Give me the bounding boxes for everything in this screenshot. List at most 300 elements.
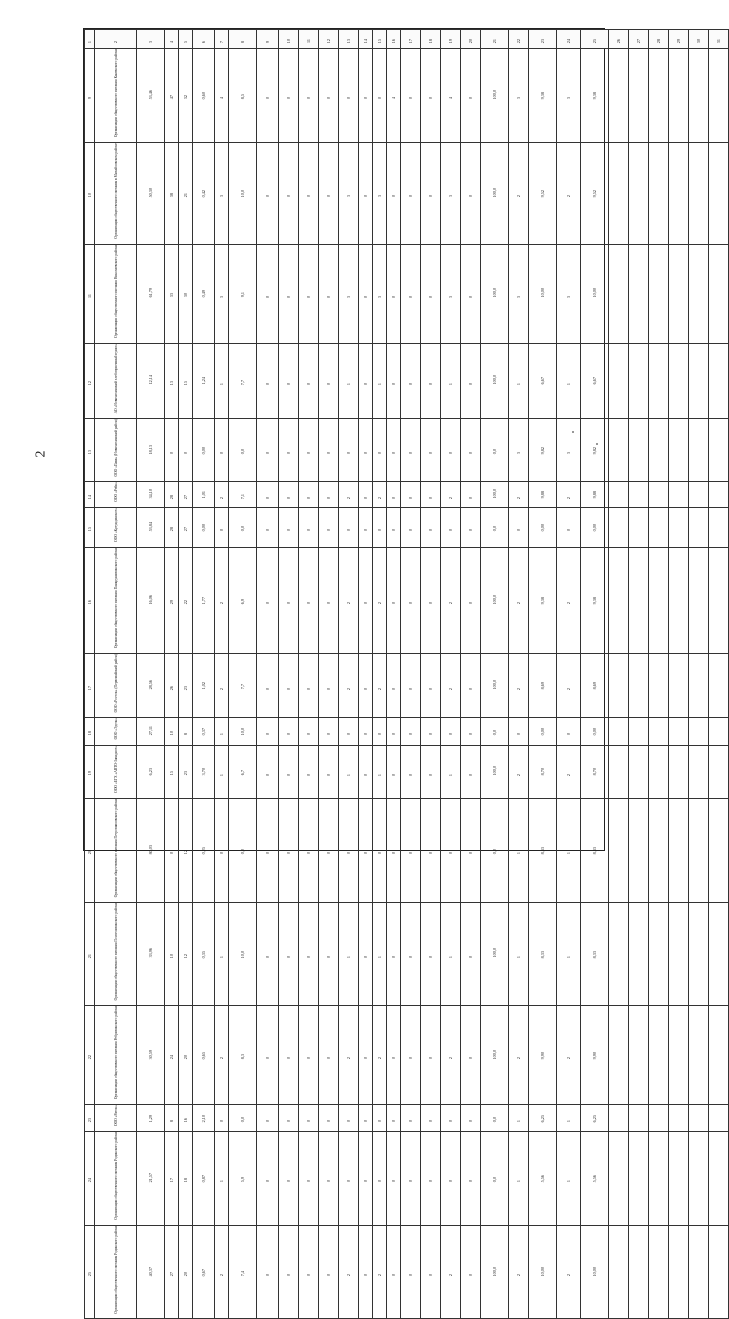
value-cell	[629, 547, 649, 653]
column-number: 7	[218, 40, 224, 43]
cell-value: 0,35	[200, 950, 206, 958]
value-cell	[401, 143, 421, 245]
value-cell	[649, 508, 669, 548]
cell-value: 3	[345, 195, 351, 198]
value-cell	[339, 745, 359, 798]
cell-value: 0	[467, 955, 473, 958]
cell-value: 2	[565, 1057, 571, 1060]
value-cell	[669, 1006, 689, 1105]
cell-value: 34,10	[147, 489, 153, 499]
cell-value: 26	[168, 685, 174, 690]
value-cell	[481, 482, 509, 508]
cell-value: 0	[362, 195, 368, 198]
cell-value: 21	[86, 953, 92, 958]
cell-value: 0	[467, 602, 473, 605]
value-cell	[461, 1132, 481, 1226]
value-cell	[461, 143, 481, 245]
cell-value: 100,0	[491, 375, 497, 385]
organization-name: Организации общественного питания Ребрихинского района	[113, 1006, 118, 1100]
column-number: 29	[675, 38, 681, 43]
cell-value: 0	[285, 382, 291, 385]
organization-name: АО «Новичихинский хлебоприемный пункт»	[113, 343, 118, 413]
value-cell	[609, 798, 629, 902]
value-cell	[179, 798, 193, 902]
value-cell	[319, 1132, 339, 1226]
cell-value: 0	[264, 1274, 270, 1277]
value-cell	[689, 718, 709, 745]
cell-value: 2	[376, 1274, 382, 1277]
value-cell	[179, 244, 193, 343]
cell-value: 1,24	[200, 377, 206, 385]
table-row	[85, 244, 729, 343]
value-cell	[339, 1006, 359, 1105]
column-number-cell	[85, 30, 95, 49]
cell-value: 0	[407, 1120, 413, 1123]
value-cell	[339, 654, 359, 718]
cell-value: 0,00	[539, 524, 545, 532]
value-cell	[689, 1105, 709, 1132]
cell-value: 0	[447, 452, 453, 455]
cell-value: 1	[345, 773, 351, 776]
value-cell	[709, 745, 729, 798]
organization-name-cell	[95, 1132, 137, 1226]
column-number-cell	[609, 30, 629, 49]
cell-value: 0	[264, 687, 270, 690]
value-cell	[387, 798, 401, 902]
cell-value: 0	[565, 529, 571, 532]
cell-value: 0	[362, 602, 368, 605]
cell-value: 1	[218, 1180, 224, 1183]
cell-value: 27	[168, 1271, 174, 1277]
value-cell	[165, 418, 179, 482]
organization-name: Организации общественного питания Николаевского района	[113, 244, 118, 338]
cell-value: 0	[168, 452, 174, 455]
value-cell	[669, 49, 689, 143]
value-cell	[629, 244, 649, 343]
value-cell	[557, 1006, 581, 1105]
value-cell	[669, 654, 689, 718]
value-cell	[165, 745, 179, 798]
value-cell	[509, 418, 529, 482]
value-cell	[319, 1006, 339, 1105]
value-cell	[257, 1225, 279, 1319]
value-cell	[669, 1105, 689, 1132]
value-cell	[529, 745, 557, 798]
value-cell	[529, 418, 557, 482]
cell-value: 0	[264, 1120, 270, 1123]
cell-value: 9,82	[539, 446, 545, 455]
cell-value: 0	[467, 529, 473, 532]
column-number: 18	[427, 38, 433, 43]
cell-value: 0	[325, 382, 331, 385]
cell-value: 100,0	[491, 1266, 497, 1277]
cell-value: 0	[362, 97, 368, 100]
table-row	[85, 1225, 729, 1319]
value-cell	[339, 343, 359, 418]
value-cell	[609, 508, 629, 548]
value-cell	[529, 343, 557, 418]
value-cell	[229, 1006, 257, 1105]
value-cell	[85, 508, 95, 548]
value-cell	[215, 1006, 229, 1105]
cell-value: 0	[285, 773, 291, 776]
cell-value: 0	[467, 295, 473, 298]
value-cell	[461, 244, 481, 343]
value-cell	[509, 547, 529, 653]
value-cell	[257, 508, 279, 548]
value-cell	[193, 143, 215, 245]
value-cell	[387, 1105, 401, 1132]
value-cell	[373, 1006, 387, 1105]
cell-value: 0	[305, 382, 311, 385]
cell-value: 10	[168, 953, 174, 958]
value-cell	[359, 482, 373, 508]
value-cell	[509, 1105, 529, 1132]
value-cell	[373, 1132, 387, 1226]
value-cell	[709, 798, 729, 902]
value-cell	[689, 508, 709, 548]
value-cell	[137, 798, 165, 902]
value-cell	[509, 718, 529, 745]
value-cell	[193, 49, 215, 143]
column-number: 31	[715, 38, 721, 43]
value-cell	[529, 1225, 557, 1319]
value-cell	[387, 654, 401, 718]
column-number-cell	[137, 30, 165, 49]
cell-value: 0	[427, 955, 433, 958]
table-row	[85, 418, 729, 482]
value-cell	[441, 654, 461, 718]
value-cell	[509, 1225, 529, 1319]
cell-value: 38	[168, 193, 174, 198]
cell-value: 10,00	[539, 288, 545, 298]
column-number-cell	[387, 30, 401, 49]
cell-value: 1	[565, 1180, 571, 1183]
value-cell	[421, 1132, 441, 1226]
value-cell	[421, 1105, 441, 1132]
value-cell	[179, 1006, 193, 1105]
value-cell	[609, 244, 629, 343]
organization-name-cell	[95, 343, 137, 418]
value-cell	[319, 49, 339, 143]
cell-value: 1,77	[200, 597, 206, 605]
value-cell	[165, 547, 179, 653]
value-cell	[557, 1105, 581, 1132]
value-cell	[629, 654, 649, 718]
value-cell	[229, 143, 257, 245]
cell-value: 0	[182, 452, 188, 455]
column-number-cell	[165, 30, 179, 49]
cell-value: 30,59	[147, 1049, 153, 1060]
value-cell	[461, 418, 481, 482]
value-cell	[481, 1105, 509, 1132]
cell-value: 53,46	[147, 90, 153, 100]
value-cell	[319, 902, 339, 1005]
cell-value: 0	[390, 452, 396, 455]
cell-value: 0	[285, 687, 291, 690]
column-number-cell	[279, 30, 299, 49]
value-cell	[509, 798, 529, 902]
value-cell	[609, 418, 629, 482]
value-cell	[387, 49, 401, 143]
value-cell	[339, 49, 359, 143]
value-cell	[193, 482, 215, 508]
cell-value: 50,30	[147, 187, 153, 198]
organization-name-cell	[95, 143, 137, 245]
value-cell	[179, 508, 193, 548]
cell-value: 0	[407, 687, 413, 690]
value-cell	[165, 654, 179, 718]
column-number: 21	[491, 38, 497, 43]
cell-value: 2	[565, 602, 571, 605]
value-cell	[279, 745, 299, 798]
value-cell	[557, 418, 581, 482]
cell-value: 8	[182, 733, 188, 736]
column-number-cell	[689, 30, 709, 49]
value-cell	[441, 798, 461, 902]
cell-value: 2	[345, 1057, 351, 1060]
value-cell	[339, 547, 359, 653]
value-cell	[215, 798, 229, 902]
cell-value: 8,33	[539, 950, 545, 958]
cell-value: 1	[515, 1180, 521, 1183]
cell-value: 0	[362, 852, 368, 855]
value-cell	[215, 547, 229, 653]
value-cell	[629, 1105, 649, 1132]
cell-value: 8	[168, 1120, 174, 1123]
value-cell	[689, 482, 709, 508]
value-cell	[441, 1006, 461, 1105]
value-cell	[279, 343, 299, 418]
value-cell	[509, 343, 529, 418]
value-cell	[557, 547, 581, 653]
cell-value: 0	[325, 452, 331, 455]
value-cell	[461, 1225, 481, 1319]
cell-value: 9,38	[539, 92, 545, 100]
column-number-cell	[257, 30, 279, 49]
value-cell	[649, 798, 669, 902]
cell-value: 0	[285, 452, 291, 455]
value-cell	[229, 1105, 257, 1132]
cell-value: 9,38	[591, 92, 597, 100]
organization-name-cell	[95, 244, 137, 343]
cell-value: 33,96	[147, 948, 153, 958]
cell-value: 0	[325, 1274, 331, 1277]
cell-value: 0	[390, 1057, 396, 1060]
value-cell	[649, 1132, 669, 1226]
column-number-cell	[669, 30, 689, 49]
cell-value: 0	[362, 955, 368, 958]
value-cell	[387, 547, 401, 653]
value-cell	[257, 547, 279, 653]
value-cell	[373, 654, 387, 718]
value-cell	[165, 1006, 179, 1105]
value-cell	[299, 418, 319, 482]
value-cell	[229, 654, 257, 718]
cell-value: 24	[86, 1178, 92, 1183]
value-cell	[299, 547, 319, 653]
value-cell	[299, 654, 319, 718]
cell-value: 0	[407, 97, 413, 100]
column-number-cell	[529, 30, 557, 49]
value-cell	[257, 1132, 279, 1226]
value-cell	[629, 508, 649, 548]
value-cell	[299, 244, 319, 343]
organization-name: ООО «Росток» (Первомайский район)	[113, 654, 118, 713]
value-cell	[461, 745, 481, 798]
value-cell	[421, 482, 441, 508]
cell-value: 0,0	[239, 448, 245, 455]
value-cell	[229, 49, 257, 143]
value-cell	[137, 902, 165, 1005]
cell-value: 27	[182, 494, 188, 499]
value-cell	[649, 1105, 669, 1132]
cell-value: 0	[285, 97, 291, 100]
column-number-cell	[373, 30, 387, 49]
table-row	[85, 902, 729, 1005]
table-row	[85, 718, 729, 745]
value-cell	[359, 798, 373, 902]
cell-value: 0	[467, 496, 473, 499]
value-cell	[299, 343, 319, 418]
value-cell	[581, 1132, 609, 1226]
cell-value: 3	[376, 295, 382, 298]
value-cell	[421, 547, 441, 653]
cell-value: 2	[515, 602, 521, 605]
cell-value: 3	[565, 295, 571, 298]
cell-value: 0	[362, 295, 368, 298]
cell-value: 2	[565, 687, 571, 690]
cell-value: 12	[86, 380, 92, 385]
value-cell	[279, 654, 299, 718]
cell-value: 100,0	[491, 948, 497, 958]
value-cell	[481, 143, 509, 245]
value-cell	[421, 718, 441, 745]
cell-value: 0	[362, 687, 368, 690]
column-number: 26	[615, 38, 621, 43]
cell-value: 2	[218, 1057, 224, 1060]
value-cell	[165, 508, 179, 548]
cell-value: 32	[182, 95, 188, 100]
value-cell	[401, 508, 421, 548]
cell-value: 100,0	[491, 766, 497, 776]
value-cell	[609, 1132, 629, 1226]
value-cell	[649, 482, 669, 508]
value-cell	[229, 1225, 257, 1319]
value-cell	[299, 508, 319, 548]
cell-value: 1	[515, 852, 521, 855]
column-number: 5	[182, 40, 188, 43]
cell-value: 18,13	[147, 444, 153, 455]
value-cell	[581, 1006, 609, 1105]
value-cell	[509, 1132, 529, 1226]
value-cell	[481, 1006, 509, 1105]
value-cell	[481, 745, 509, 798]
column-number: 30	[695, 38, 701, 43]
value-cell	[319, 244, 339, 343]
value-cell	[689, 547, 709, 653]
value-cell	[529, 547, 557, 653]
cell-value: 0	[305, 1120, 311, 1123]
cell-value: 14	[86, 494, 92, 499]
value-cell	[689, 418, 709, 482]
value-cell	[649, 418, 669, 482]
value-cell	[529, 1132, 557, 1226]
table-row	[85, 1132, 729, 1226]
organization-name: Организации общественного питания Родинского района	[113, 1132, 118, 1220]
value-cell	[359, 49, 373, 143]
value-cell	[279, 49, 299, 143]
column-number-cell	[95, 30, 137, 49]
cell-value: 0,0	[491, 526, 497, 532]
column-number-cell	[441, 30, 461, 49]
cell-value: 10	[86, 193, 92, 198]
value-cell	[319, 547, 339, 653]
value-cell	[669, 1225, 689, 1319]
cell-value: 0	[427, 733, 433, 736]
value-cell	[529, 1006, 557, 1105]
cell-value: 5,56	[539, 1175, 545, 1183]
cell-value: 2	[376, 602, 382, 605]
value-cell	[137, 654, 165, 718]
organization-name-cell	[95, 482, 137, 508]
column-number-cell	[401, 30, 421, 49]
value-cell	[649, 244, 669, 343]
cell-value: 0	[285, 1120, 291, 1123]
cell-value: 6,67	[539, 377, 545, 385]
column-number-cell	[461, 30, 481, 49]
organization-name: Организации общественного питания Родинского района	[113, 1225, 118, 1314]
cell-value: 3	[515, 295, 521, 298]
value-cell	[257, 745, 279, 798]
value-cell	[669, 1132, 689, 1226]
value-cell	[85, 547, 95, 653]
value-cell	[387, 508, 401, 548]
value-cell	[649, 1225, 669, 1319]
value-cell	[629, 49, 649, 143]
cell-value: 1	[565, 852, 571, 855]
cell-value: 1	[376, 955, 382, 958]
value-cell	[257, 482, 279, 508]
cell-value: 0	[407, 529, 413, 532]
column-number: 17	[407, 38, 413, 43]
cell-value: 1	[218, 382, 224, 385]
cell-value: 0,0	[491, 1116, 497, 1123]
cell-value: 27	[182, 527, 188, 532]
value-cell	[179, 547, 193, 653]
cell-value: 1	[515, 382, 521, 385]
cell-value: 0	[467, 1120, 473, 1123]
value-cell	[359, 143, 373, 245]
cell-value: 2	[345, 1274, 351, 1277]
cell-value: 0	[427, 97, 433, 100]
value-cell	[373, 902, 387, 1005]
value-cell	[257, 49, 279, 143]
value-cell	[709, 547, 729, 653]
cell-value: 0	[467, 852, 473, 855]
cell-value: 20	[182, 1054, 188, 1060]
cell-value: 3	[345, 295, 351, 298]
cell-value: 30	[182, 293, 188, 298]
cell-value: 28,56	[147, 680, 153, 690]
value-cell	[85, 482, 95, 508]
column-number: 4	[168, 40, 174, 43]
value-cell	[401, 1105, 421, 1132]
value-cell	[441, 1225, 461, 1319]
column-number-cell	[339, 30, 359, 49]
value-cell	[229, 902, 257, 1005]
value-cell	[179, 718, 193, 745]
